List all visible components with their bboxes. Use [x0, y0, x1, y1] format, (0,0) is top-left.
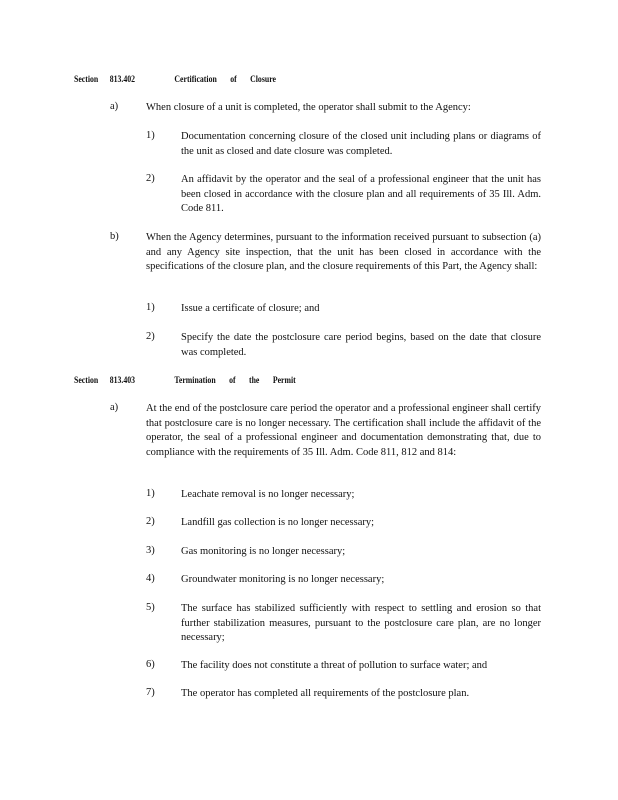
item-number: 4) — [146, 573, 155, 584]
item-text: Landfill gas collection is no longer necessary; — [181, 517, 375, 528]
item-number: 6) — [146, 659, 155, 670]
item-number: 1) — [146, 488, 155, 499]
subsection-b-text: When the Agency determines, pursuant to the information received pursuant to subsection (a) and any Agency site inspection, that the unit has been closed in accordance with the specifications of the closure plan, and the closure requirements of this Part, the Agency shall: — [146, 232, 541, 272]
item-text: Documentation concerning closure of the closed unit including plans or diagrams of the unit as closed and date closure was completed. — [181, 131, 541, 157]
item-number: 2) — [146, 516, 155, 527]
item-text: Gas monitoring is no longer necessary; — [181, 546, 346, 557]
subsection-a-text: When closure of a unit is completed, the operator shall submit to the Agency: — [146, 102, 471, 113]
section-heading-813-403 — [74, 376, 296, 386]
item-text: Specify the date the postclosure care period begins, based on the date that closure was completed. — [181, 332, 541, 358]
item-text: The facility does not constitute a threat of pollution to surface water; and — [181, 660, 488, 671]
subsection-label-a: a) — [110, 402, 119, 413]
subsection-a-text: At the end of the postclosure care period the operator and a professional engineer shall certify that postclosure care is no longer necessary. The certification shall include the affidavit of the operator, the seal of a professional engineer and documentation demonstrating that, due to compliance with the requirements of 35 Ill. Adm. Code 811, 812 and 814: — [146, 403, 541, 458]
section-heading-813-402 — [74, 75, 276, 85]
item-number: 1) — [146, 130, 155, 141]
item-text: Groundwater monitoring is no longer necessary; — [181, 574, 385, 585]
subsection-label-b: b) — [110, 231, 119, 242]
subsection-label-a: a) — [110, 101, 119, 112]
item-text: An affidavit by the operator and the seal of a professional engineer that the unit has been closed in accordance with the closure plan and all requirements of 35 Ill. Adm. Code 811. — [181, 174, 541, 214]
section-label: Section — [74, 75, 99, 85]
item-text: The operator has completed all requirements of the postclosure plan. — [181, 688, 470, 699]
item-number: 2) — [146, 331, 155, 342]
item-number: 1) — [146, 302, 155, 313]
item-number: 5) — [146, 602, 155, 613]
item-text: Issue a certificate of closure; and — [181, 303, 320, 314]
section-title: Termination of the Permit — [174, 376, 296, 386]
item-number: 3) — [146, 545, 155, 556]
item-text: The surface has stabilized sufficiently with respect to settling and erosion so that further stabilization measures, pursuant to the postclosure care plan, are no longer necessary; — [181, 603, 541, 643]
item-number: 2) — [146, 173, 155, 184]
section-number: 813.403 — [109, 376, 136, 386]
item-text: Leachate removal is no longer necessary; — [181, 489, 355, 500]
section-title: Certification of Closure — [174, 75, 276, 85]
section-number: 813.402 — [109, 75, 136, 85]
item-number: 7) — [146, 687, 155, 698]
section-label: Section — [74, 376, 99, 386]
